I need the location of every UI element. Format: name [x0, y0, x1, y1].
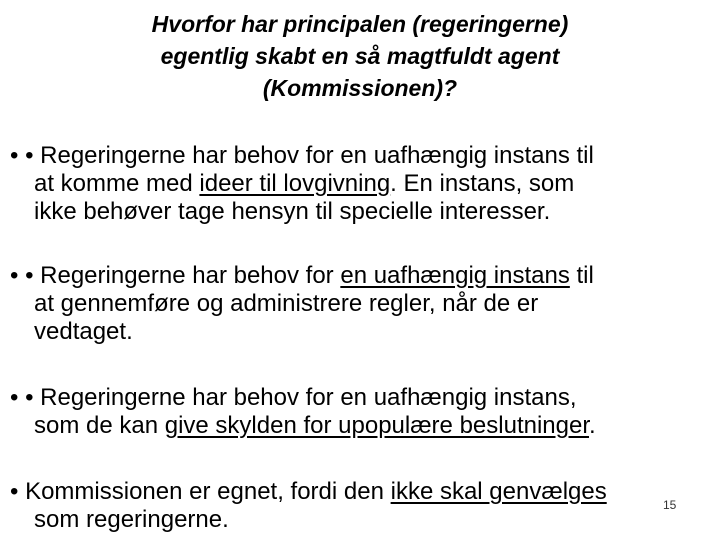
bullet-marker: • [10, 384, 19, 411]
title-line-2: egentlig skabt en så magtfuldt agent [160, 43, 560, 69]
bullet-text: . [589, 412, 596, 439]
bullet-text: til [569, 262, 594, 289]
underlined-text: ideer til lovgivning [199, 170, 391, 197]
bullet-text: som de kan [34, 412, 165, 439]
bullet-line: vedtaget. [34, 318, 133, 345]
bullet-line: som regeringerne. [34, 506, 229, 533]
bullet-line [10, 478, 716, 506]
underlined-text: give skylden for upopulære beslutninger [164, 412, 589, 439]
bullet-line [10, 142, 716, 170]
bullet-marker: • [10, 142, 19, 169]
bullet-marker: • [10, 478, 19, 505]
underlined-text: en uafhængig instans [340, 262, 570, 289]
title-line-1: Hvorfor har principalen (regeringerne) [151, 11, 569, 37]
bullet-line: at gennemføre og administrere regler, når de er [34, 290, 539, 317]
bullet-line: ikke behøver tage hensyn til specielle interesser. [34, 198, 551, 225]
bullet-text: . En instans, som [390, 170, 575, 197]
bullet-marker: • [10, 262, 19, 289]
bullet-line [10, 262, 716, 290]
bullet-item-4 [10, 478, 716, 534]
underlined-text: ikke skal genvælges [390, 478, 607, 505]
bullet-item-3 [10, 384, 716, 440]
bullet-text: • Regeringerne har behov for en uafhængig instans, [25, 384, 577, 411]
slide-number: 15 [663, 498, 677, 512]
bullet-line [10, 384, 716, 412]
slide-title [60, 8, 660, 104]
bullet-text: at komme med [34, 170, 200, 197]
bullet-line [10, 170, 716, 198]
bullet-item-2 [10, 262, 716, 346]
bullet-text: • Regeringerne har behov for en uafhængig instans til [25, 142, 594, 169]
bullet-line [10, 412, 716, 440]
bullet-text: Kommissionen er egnet, fordi den [25, 478, 391, 505]
bullet-text: • Regeringerne har behov for [25, 262, 341, 289]
title-line-3: (Kommissionen)? [262, 75, 458, 101]
bullet-item-1 [10, 142, 716, 226]
